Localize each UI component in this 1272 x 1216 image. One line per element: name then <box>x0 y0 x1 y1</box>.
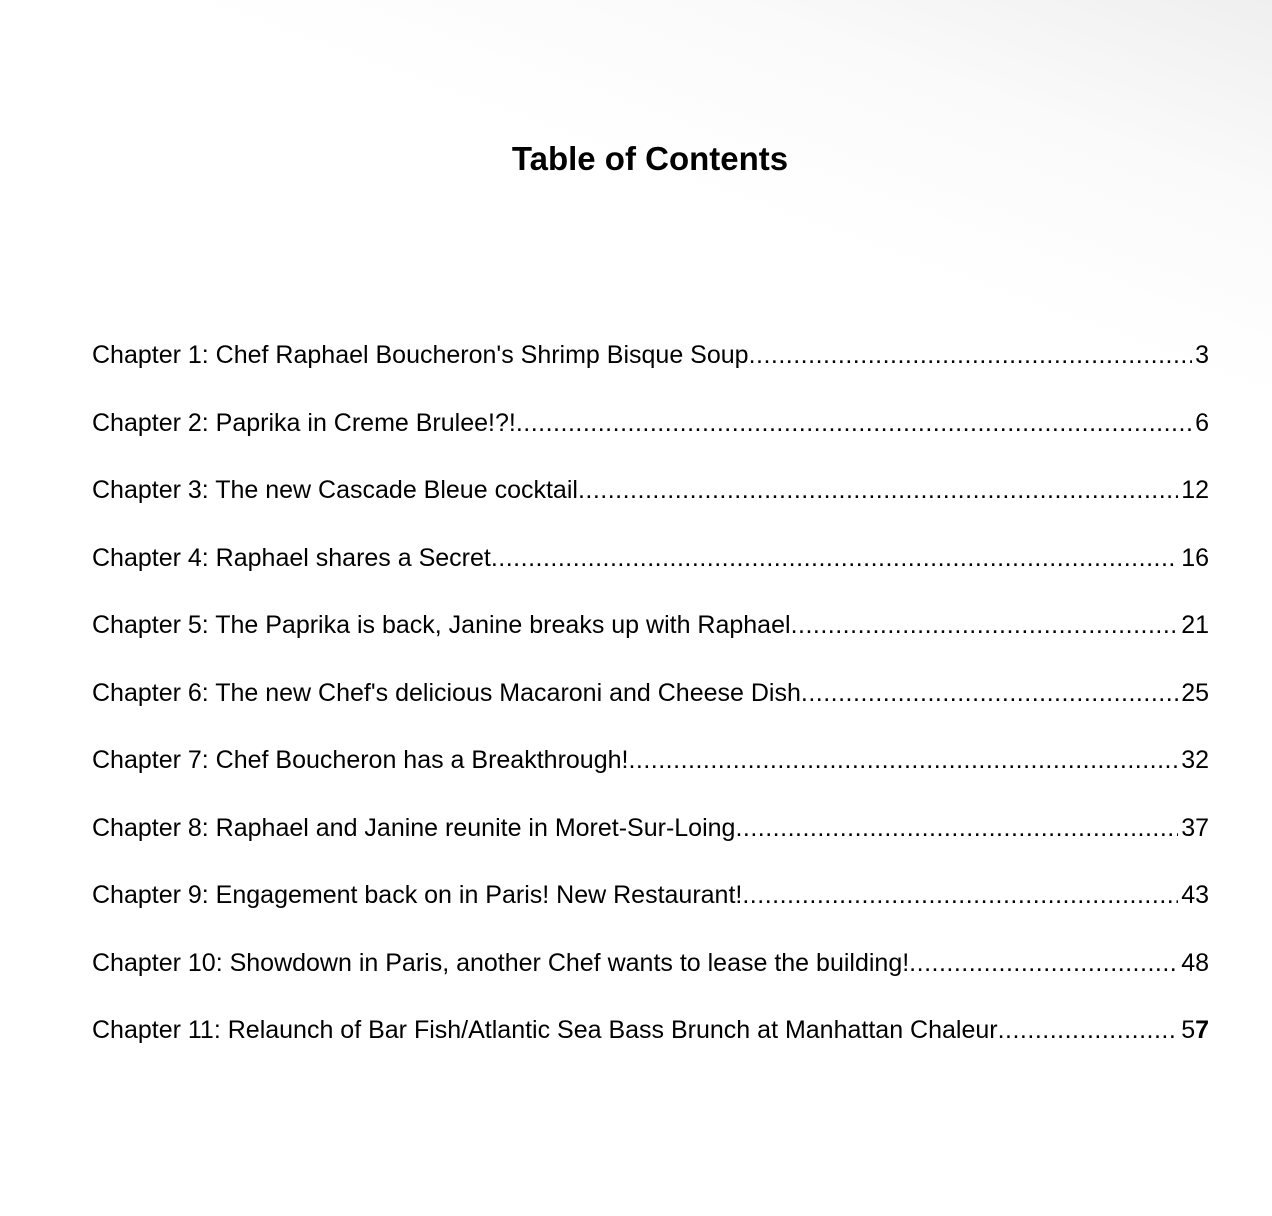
toc-entry-3 <box>92 470 1209 538</box>
dot-leader <box>791 605 1179 645</box>
toc-entry-label: Chapter 3: The new Cascade Bleue cocktail <box>92 476 578 504</box>
toc-entry-10 <box>92 943 1209 1011</box>
toc-entry-page-prefix: 5 <box>1181 1016 1196 1044</box>
dot-leader <box>516 403 1192 443</box>
toc-entry-page: 12 <box>1181 476 1209 504</box>
toc-entry-label: Chapter 2: Paprika in Creme Brulee!?! <box>92 408 516 437</box>
toc-entry-page: 16 <box>1181 543 1209 572</box>
toc-entry-label: Chapter 5: The Paprika is back, Janine breaks up with Raphael <box>92 611 791 639</box>
toc-entry-label: Chapter 1: Chef Raphael Boucheron's Shrimp Bisque Soup <box>92 341 749 369</box>
toc-title: Table of Contents <box>511 140 789 177</box>
toc-entry-page <box>1178 1010 1209 1050</box>
toc-entry-1 <box>92 335 1209 403</box>
toc-entry-4 <box>92 538 1209 606</box>
dot-leader <box>909 943 1178 983</box>
dot-leader <box>628 740 1178 780</box>
toc-entry-11 <box>92 1010 1209 1078</box>
toc-entry-page: 37 <box>1181 813 1209 842</box>
toc-entry-2 <box>92 403 1209 471</box>
dot-leader <box>491 538 1178 578</box>
toc-entry-label: Chapter 11: Relaunch of Bar Fish/Atlantic Sea Bass Brunch at Manhattan Chaleur <box>92 1016 998 1044</box>
toc-entry-label: Chapter 6: The new Chef's delicious Macaroni and Cheese Dish <box>92 678 801 707</box>
toc-entry-page: 6 <box>1195 408 1209 437</box>
toc-entry-6 <box>92 673 1209 741</box>
toc-entry-page: 3 <box>1195 341 1209 369</box>
dot-leader <box>749 335 1193 375</box>
dot-leader <box>998 1010 1179 1050</box>
toc-entry-page: 32 <box>1181 746 1209 774</box>
toc-entry-page: 48 <box>1181 948 1209 977</box>
toc-entry-label: Chapter 9: Engagement back on in Paris! New Restaurant! <box>92 881 743 909</box>
toc-list <box>92 335 1209 1078</box>
toc-entry-page-bold: 7 <box>1195 1016 1209 1044</box>
toc-entry-label: Chapter 10: Showdown in Paris, another Chef wants to lease the building! <box>92 948 910 977</box>
toc-entry-page: 21 <box>1181 611 1209 639</box>
toc-entry-label: Chapter 8: Raphael and Janine reunite in Moret-Sur-Loing <box>92 813 736 842</box>
dot-leader <box>742 875 1178 915</box>
toc-entry-label: Chapter 7: Chef Boucheron has a Breakthrough! <box>92 746 629 774</box>
toc-entry-8 <box>92 808 1209 876</box>
toc-entry-page: 43 <box>1181 881 1209 909</box>
toc-entry-page: 25 <box>1181 678 1209 707</box>
dot-leader <box>801 673 1178 713</box>
dot-leader <box>578 470 1178 510</box>
toc-entry-label: Chapter 4: Raphael shares a Secret <box>92 543 491 572</box>
toc-entry-9 <box>92 875 1209 943</box>
toc-entry-5 <box>92 605 1209 673</box>
toc-entry-7 <box>92 740 1209 808</box>
dot-leader <box>735 808 1178 848</box>
